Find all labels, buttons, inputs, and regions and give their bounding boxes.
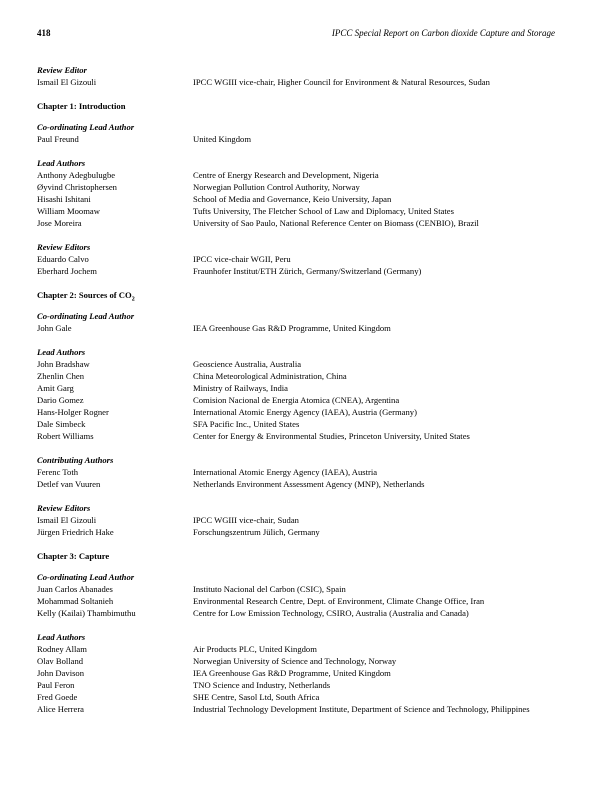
- group-title: Co-ordinating Lead Author: [37, 572, 135, 582]
- person-name: Eduardo Calvo: [37, 254, 89, 264]
- list-item: [37, 691, 557, 703]
- person-affiliation: Fraunhofer Institut/ETH Zürich, Germany/Switzerland (Germany): [193, 266, 422, 276]
- list-item: [37, 193, 557, 205]
- person-name: Jürgen Friedrich Hake: [37, 527, 114, 537]
- person-affiliation: IEA Greenhouse Gas R&D Programme, United Kingdom: [193, 668, 391, 678]
- person-affiliation: IEA Greenhouse Gas R&D Programme, United Kingdom: [193, 323, 391, 333]
- person-name: Robert Williams: [37, 431, 94, 441]
- chapter-2-review-editors: [37, 502, 557, 538]
- group-title: Contributing Authors: [37, 455, 114, 465]
- person-affiliation: Netherlands Environment Assessment Agency (MNP), Netherlands: [193, 479, 425, 489]
- person-affiliation: Tufts University, The Fletcher School of Law and Diplomacy, United States: [193, 206, 454, 216]
- chapter-2-cla: [37, 310, 557, 334]
- list-item: [37, 466, 557, 478]
- person-name: Paul Freund: [37, 134, 79, 144]
- running-title: IPCC Special Report on Carbon dioxide Capture and Storage: [331, 28, 555, 38]
- person-affiliation: International Atomic Energy Agency (IAEA), Austria: [193, 467, 378, 477]
- person-name: Ismail El Gizouli: [37, 515, 97, 525]
- report-review-editor: [37, 64, 557, 88]
- chapter-1-review-editors: [37, 241, 557, 277]
- list-item: [37, 169, 557, 181]
- group-title: Co-ordinating Lead Author: [37, 122, 135, 132]
- group-title: Co-ordinating Lead Author: [37, 311, 135, 321]
- person-affiliation: TNO Science and Industry, Netherlands: [193, 680, 331, 690]
- list-item: [37, 265, 557, 277]
- list-item: [37, 322, 557, 334]
- person-affiliation: School of Media and Governance, Keio University, Japan: [193, 194, 392, 204]
- person-affiliation: Instituto Nacional del Carbon (CSIC), Spain: [193, 584, 346, 594]
- person-name: Juan Carlos Abanades: [37, 584, 113, 594]
- list-item: [37, 514, 557, 526]
- chapter-1-cla: [37, 121, 557, 145]
- person-affiliation: IPCC WGIII vice-chair, Higher Council for Environment & Natural Resources, Sudan: [193, 77, 490, 87]
- list-item: [37, 643, 557, 655]
- person-name: Hans-Holger Rogner: [37, 407, 109, 417]
- group-title: Review Editors: [37, 503, 91, 513]
- list-item: [37, 607, 557, 619]
- list-item: [37, 679, 557, 691]
- person-affiliation: China Meteorological Administration, China: [193, 371, 347, 381]
- person-affiliation: Centre of Energy Research and Development, Nigeria: [193, 170, 379, 180]
- person-name: Ferenc Toth: [37, 467, 79, 477]
- group-title: Review Editor: [37, 65, 87, 75]
- chapter-3-lead-authors: [37, 631, 557, 715]
- person-name: Detlef van Vuuren: [37, 479, 101, 489]
- person-name: John Gale: [37, 323, 72, 333]
- chapter-2-title-subscript: 2: [131, 296, 135, 303]
- list-item: [37, 382, 557, 394]
- list-item: [37, 418, 557, 430]
- author-list: [37, 64, 557, 715]
- chapter-2-contributing-authors: [37, 454, 557, 490]
- person-affiliation: Environmental Research Centre, Dept. of Environment, Climate Change Office, Iran: [193, 596, 485, 606]
- person-affiliation: United Kingdom: [193, 134, 252, 144]
- list-item: [37, 430, 557, 442]
- person-affiliation: SFA Pacific Inc., United States: [193, 419, 300, 429]
- list-item: [37, 595, 557, 607]
- list-item: [37, 370, 557, 382]
- person-affiliation: Industrial Technology Development Institute, Department of Science and Technology, Philippines: [193, 704, 530, 714]
- list-item: [37, 205, 557, 217]
- person-name: Øyvind Christophersen: [37, 182, 117, 192]
- list-item: [37, 406, 557, 418]
- person-name: Olav Bolland: [37, 656, 84, 666]
- list-item: [37, 583, 557, 595]
- person-name: Zhenlin Chen: [37, 371, 85, 381]
- list-item: [37, 217, 557, 229]
- list-item: [37, 703, 557, 715]
- chapter-2-title: [37, 289, 557, 301]
- chapter-2-lead-authors: [37, 346, 557, 442]
- person-affiliation: Comision Nacional de Energia Atomica (CNEA), Argentina: [193, 395, 400, 405]
- person-affiliation: Centre for Low Emission Technology, CSIRO, Australia (Australia and Canada): [193, 608, 469, 618]
- group-title: Lead Authors: [37, 158, 86, 168]
- list-item: [37, 478, 557, 490]
- person-name: Dario Gomez: [37, 395, 84, 405]
- person-affiliation: Center for Energy & Environmental Studies, Princeton University, United States: [193, 431, 470, 441]
- group-title: Lead Authors: [37, 347, 86, 357]
- list-item: [37, 667, 557, 679]
- person-affiliation: University of Sao Paulo, National Reference Center on Biomass (CENBIO), Brazil: [193, 218, 479, 228]
- list-item: [37, 394, 557, 406]
- person-name: Mohammad Soltanieh: [37, 596, 114, 606]
- person-name: Rodney Allam: [37, 644, 87, 654]
- person-name: Jose Moreira: [37, 218, 82, 228]
- list-item: [37, 133, 557, 145]
- person-affiliation: Ministry of Railways, India: [193, 383, 288, 393]
- chapter-2-title-text: Chapter 2: Sources of CO: [37, 290, 132, 300]
- person-affiliation: IPCC WGIII vice-chair, Sudan: [193, 515, 299, 525]
- person-affiliation: Geoscience Australia, Australia: [193, 359, 302, 369]
- chapter-1-lead-authors: [37, 157, 557, 229]
- person-affiliation: International Atomic Energy Agency (IAEA), Austria (Germany): [193, 407, 417, 417]
- list-item: [37, 358, 557, 370]
- person-name: Eberhard Jochem: [37, 266, 97, 276]
- person-name: Paul Feron: [37, 680, 75, 690]
- person-name: Kelly (Kailai) Thambimuthu: [37, 608, 136, 618]
- list-item: [37, 655, 557, 667]
- person-affiliation: Air Products PLC, United Kingdom: [193, 644, 317, 654]
- person-affiliation: Norwegian University of Science and Technology, Norway: [193, 656, 397, 666]
- person-name: Fred Goede: [37, 692, 78, 702]
- person-name: John Davison: [37, 668, 85, 678]
- list-item: [37, 253, 557, 265]
- page-number: 418: [37, 28, 51, 38]
- chapter-3-cla: [37, 571, 557, 619]
- person-name: John Bradshaw: [37, 359, 90, 369]
- person-affiliation: Norwegian Pollution Control Authority, Norway: [193, 182, 360, 192]
- person-name: Ismail El Gizouli: [37, 77, 97, 87]
- chapter-3-title: Chapter 3: Capture: [37, 551, 110, 561]
- page-header: [37, 28, 555, 38]
- group-title: Lead Authors: [37, 632, 86, 642]
- person-name: Dale Simbeck: [37, 419, 86, 429]
- person-affiliation: Forschungszentrum Jülich, Germany: [193, 527, 320, 537]
- chapter-1-title: Chapter 1: Introduction: [37, 101, 126, 111]
- person-name: Amit Garg: [37, 383, 74, 393]
- person-name: Hisashi Ishitani: [37, 194, 91, 204]
- person-affiliation: SHE Centre, Sasol Ltd, South Africa: [193, 692, 320, 702]
- list-item: [37, 181, 557, 193]
- group-title: Review Editors: [37, 242, 91, 252]
- person-name: William Moomaw: [37, 206, 100, 216]
- person-name: Anthony Adegbulugbe: [37, 170, 116, 180]
- person-name: Alice Herrera: [37, 704, 84, 714]
- list-item: [37, 76, 557, 88]
- person-affiliation: IPCC vice-chair WGII, Peru: [193, 254, 291, 264]
- list-item: [37, 526, 557, 538]
